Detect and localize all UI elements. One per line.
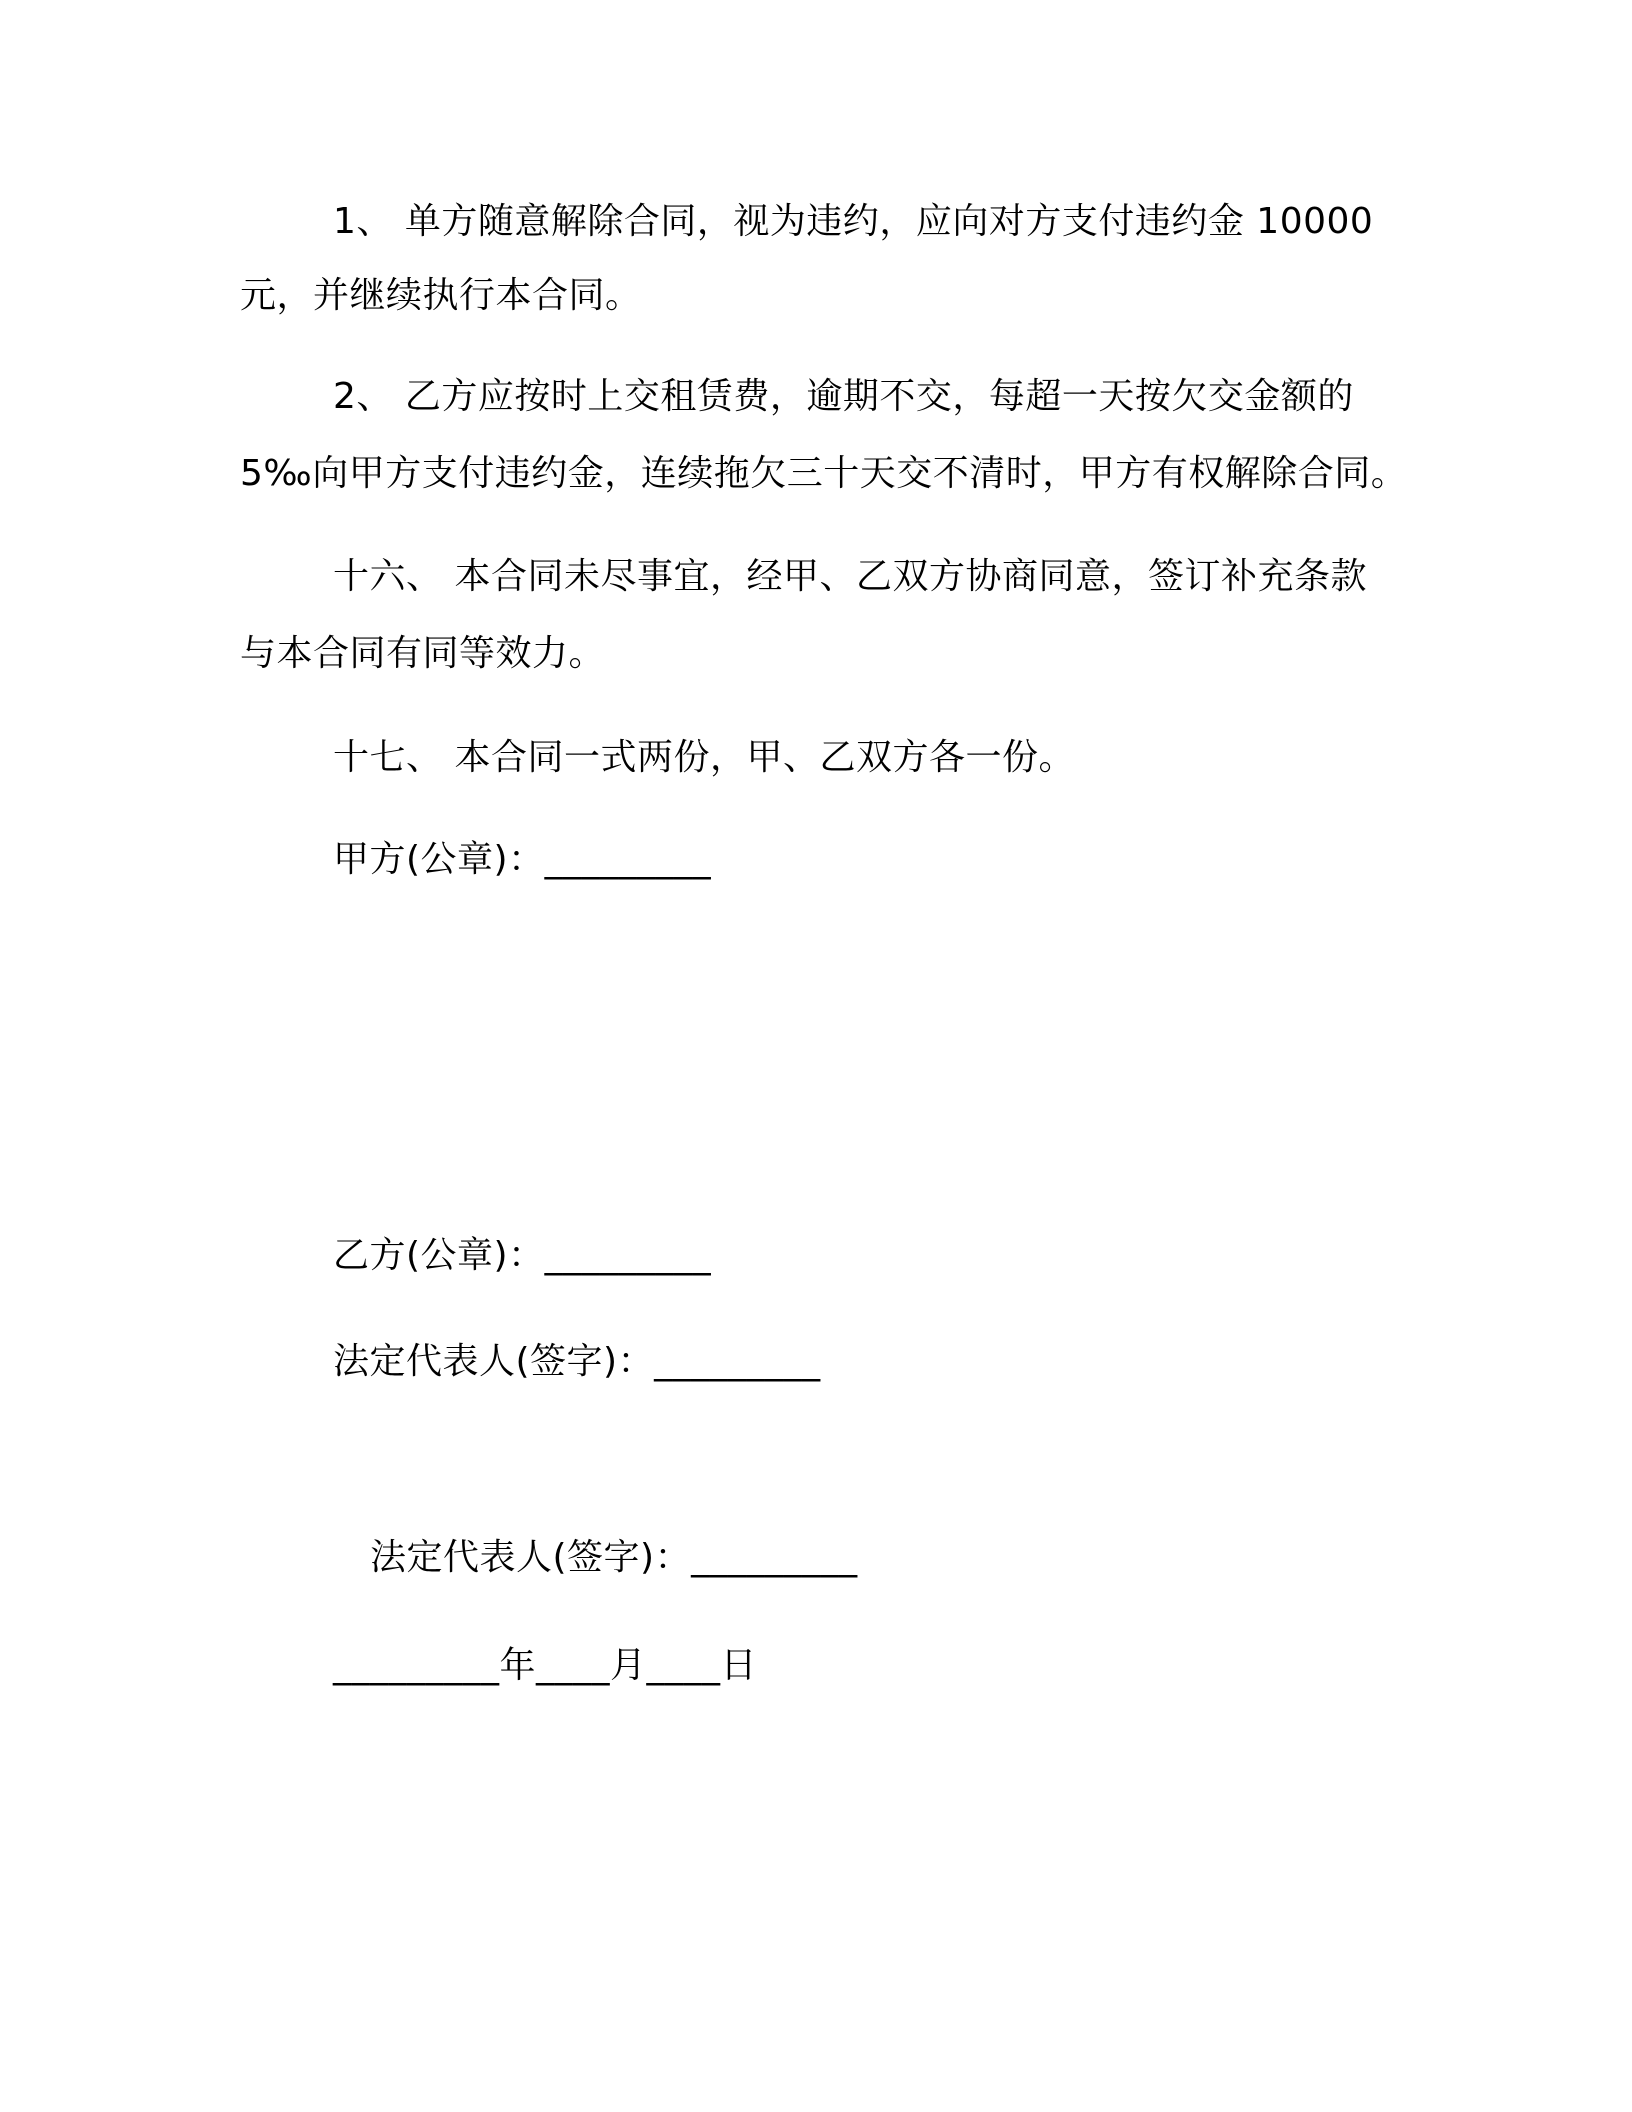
clause-2-line-1: 2、 乙方应按时上交租赁费，逾期不交，每超一天按欠交金额的 xyxy=(333,376,1354,417)
legal-representative-signature-line-2: 法定代表人(签字)：_________ xyxy=(370,1537,858,1578)
legal-representative-signature-line-1: 法定代表人(签字)：_________ xyxy=(333,1341,821,1382)
clause-16-line-2: 与本合同有同等效力。 xyxy=(240,633,606,674)
clause-1-line-2: 元，并继续执行本合同。 xyxy=(240,275,642,316)
clause-17-line-1: 十七、 本合同一式两份，甲、乙双方各一份。 xyxy=(333,737,1075,778)
clause-2-line-2: 5‰向甲方支付违约金，连续拖欠三十天交不清时，甲方有权解除合同。 xyxy=(240,453,1408,494)
party-b-signature-line: 乙方(公章)：_________ xyxy=(333,1235,712,1276)
clause-16-line-1: 十六、 本合同未尽事宜，经甲、乙双方协商同意，签订补充条款 xyxy=(333,556,1367,597)
party-a-signature-line: 甲方(公章)：_________ xyxy=(333,839,712,880)
date-line: _________年____月____日 xyxy=(333,1645,757,1686)
clause-1-line-1: 1、 单方随意解除合同，视为违约，应向对方支付违约金 10000 xyxy=(333,201,1374,242)
